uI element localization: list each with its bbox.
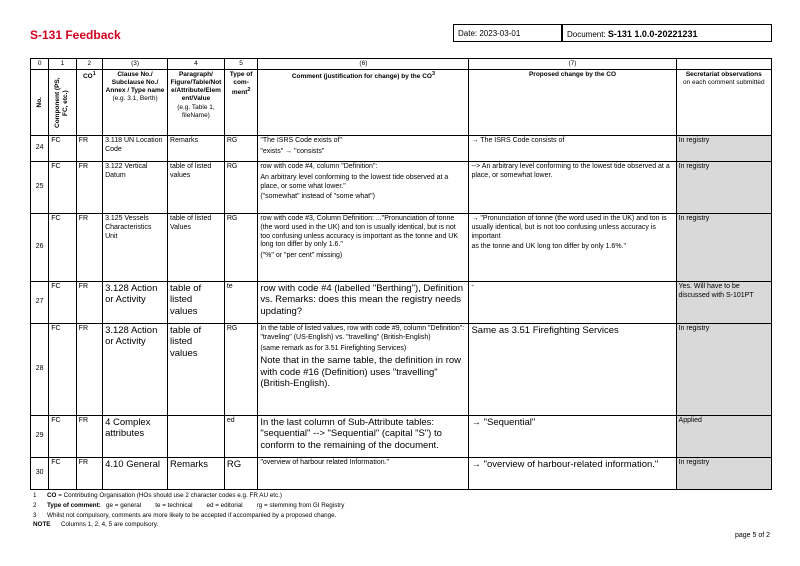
header-paragraph — [168, 70, 225, 136]
colnum — [676, 59, 771, 70]
page-number: page 5 of 2 — [734, 532, 770, 539]
row-component: FC — [49, 416, 76, 458]
footnote-number: 1 — [33, 492, 37, 499]
date-box — [453, 24, 562, 42]
row-proposed: → "overview of harbour-related information." — [469, 458, 676, 490]
header-no — [31, 70, 49, 136]
header-comment — [258, 70, 469, 136]
footnote-text: ge = general te = technical ed = editorial rg = stemming from GI Registry — [100, 502, 345, 509]
footnote-number: NOTE — [33, 521, 51, 528]
header-proposed-text: Proposed change by the CO — [528, 71, 617, 78]
row-secretariat: In registry — [676, 324, 771, 416]
header-row — [31, 70, 772, 136]
table-row — [31, 214, 772, 282]
comment-line: "overview of harbour related Information." — [260, 459, 390, 466]
row-co: FR — [76, 458, 102, 490]
row-no: 30 — [31, 458, 49, 490]
row-co: FR — [76, 282, 102, 324]
document-label: Document: — [567, 30, 608, 39]
footnote-1 — [33, 492, 282, 499]
header-paragraph-sub: (e.g. Table 1, fileName) — [177, 103, 215, 119]
footnote-label: CO — [47, 492, 57, 499]
comment-line: ("%" or "per cent" missing) — [260, 252, 343, 259]
header-component — [49, 70, 76, 136]
table-row — [31, 162, 772, 214]
date-text: Date: 2023-03-01 — [458, 29, 521, 38]
document-value: S-131 1.0.0-20221231 — [607, 29, 698, 39]
comment-line: row with code #4 (labelled "Berthing"), Definition vs. Remarks: does this mean the registry needs updating? — [260, 283, 463, 317]
row-comment — [258, 162, 469, 214]
colnum: 2 — [76, 59, 102, 70]
footnote-text: Whilst not compulsory, comments are more likely to be accepted if accompanied by a proposed change. — [47, 512, 337, 519]
row-comment — [258, 416, 469, 458]
proposed-line: as the tonne and UK long ton differ by only 1.6%." — [471, 243, 626, 251]
colnum: 5 — [224, 59, 257, 70]
footnote-2 — [33, 502, 344, 509]
header-clause — [103, 70, 168, 136]
row-proposed: --> An arbitrary level conforming to the lowest tide observed at a place, or somewhat lower. — [469, 162, 676, 214]
row-secretariat: Yes. Will have to be discussed with S-101PT — [676, 282, 771, 324]
table-row — [31, 416, 772, 458]
row-clause: 3.118 UN Location Code — [103, 136, 168, 162]
table-row — [31, 282, 772, 324]
row-secretariat: In registry — [676, 214, 771, 282]
colnum: (7) — [469, 59, 676, 70]
column-number-row — [31, 59, 772, 70]
row-no: 25 — [31, 162, 49, 214]
row-comment — [258, 136, 469, 162]
footnote-label: Type of comment: — [47, 502, 101, 509]
footnote-note — [33, 521, 158, 528]
row-comment — [258, 214, 469, 282]
comment-line: "The ISRS Code exists of" — [260, 137, 342, 144]
comment-line: An arbitrary level conforming to the lowest tide observed at a place, or some what lower." — [260, 173, 449, 190]
row-proposed — [469, 214, 676, 282]
row-comment — [258, 282, 469, 324]
header-comment-text: Comment (justification for change) by the CO — [291, 73, 432, 81]
footnote-number: 2 — [33, 502, 37, 509]
footnote-text: = Contributing Organisation (HOs should use 2 character codes e.g. FR AU etc.) — [56, 492, 283, 499]
row-no: 24 — [31, 136, 49, 162]
row-no: 28 — [31, 324, 49, 416]
colnum: 4 — [168, 59, 225, 70]
row-paragraph: Remarks — [168, 458, 225, 490]
comment-line: ("somewhat" instead of "some what") — [260, 193, 375, 201]
header-paragraph-text: Paragraph/ Figure/Table/Note/Attribute/Element/Value — [170, 71, 222, 103]
table-row — [31, 136, 772, 162]
row-clause: 3.125 Vessels Characteristics Unit — [103, 214, 168, 282]
comments-table — [30, 58, 772, 490]
header-secretariat-sub: on each comment submitted — [682, 79, 765, 87]
comment-line: "exists" → "consists" — [260, 147, 325, 155]
table-row — [31, 458, 772, 490]
row-paragraph: table of listed values — [168, 162, 225, 214]
header-co — [76, 70, 102, 136]
row-type: te — [224, 282, 257, 324]
row-paragraph: table of listed Values — [168, 214, 225, 282]
row-secretariat: In registry — [676, 162, 771, 214]
row-clause: 4.10 General — [103, 458, 168, 490]
row-clause: 4 Complex attributes — [103, 416, 168, 458]
row-clause: 3.128 Action or Activity — [103, 282, 168, 324]
row-co: FR — [76, 416, 102, 458]
header-clause-sub: (e.g. 3.1, Berth) — [112, 95, 158, 103]
row-co: FR — [76, 214, 102, 282]
colnum: (6) — [258, 59, 469, 70]
header-type-sup: 2 — [247, 87, 251, 94]
comment-line: In the last column of Sub-Attribute tables: "sequential" --> "Sequential" (capital "S") to conform to the remaining of the document. — [260, 417, 442, 451]
footnote-number: 3 — [33, 512, 37, 519]
row-type: RG — [224, 324, 257, 416]
row-component: FC — [49, 458, 76, 490]
colnum: 0 — [31, 59, 49, 70]
row-paragraph — [168, 416, 225, 458]
row-comment — [258, 324, 469, 416]
table-row — [31, 324, 772, 416]
row-secretariat: Applied — [676, 416, 771, 458]
row-component: FC — [49, 136, 76, 162]
header-type — [224, 70, 257, 136]
comment-line: row with code #3, Column Definition: ..."Pronunciation of tonne (the word used in the UK) and ton is usually identical, but is not too confusing unless accuracy is important as the tonne and UK long ton differ by only 1.6." — [260, 215, 459, 249]
row-component: FC — [49, 324, 76, 416]
row-co: FR — [76, 162, 102, 214]
row-type: RG — [224, 136, 257, 162]
row-proposed: → "Sequential" — [469, 416, 676, 458]
row-type: RG — [224, 162, 257, 214]
row-co: FR — [76, 324, 102, 416]
header-co-text: CO — [82, 73, 93, 81]
row-type: ed — [224, 416, 257, 458]
row-comment — [258, 458, 469, 490]
header-secretariat-text: Secretariat observations — [685, 71, 762, 78]
row-secretariat: In registry — [676, 136, 771, 162]
row-no: 29 — [31, 416, 49, 458]
comment-line: (same remark as for 3.51 Firefighting Services) — [260, 344, 407, 352]
header-type-text: Type of com-ment — [229, 71, 253, 97]
row-clause: 3.128 Action or Activity — [103, 324, 168, 416]
page-title: S-131 Feedback — [30, 28, 121, 42]
row-proposed: - — [469, 282, 676, 324]
row-no: 27 — [31, 282, 49, 324]
row-type: RG — [224, 458, 257, 490]
colnum: 1 — [49, 59, 76, 70]
row-component: FC — [49, 282, 76, 324]
header-no-text: No. — [35, 97, 43, 108]
comment-line: Note that in the same table, the definition in row with code #16 (Definition) uses "travelling" (British-English). — [260, 355, 462, 390]
row-component: FC — [49, 162, 76, 214]
row-clause: 3.122 Vertical Datum — [103, 162, 168, 214]
row-no: 26 — [31, 214, 49, 282]
row-type: RG — [224, 214, 257, 282]
row-paragraph: Remarks — [168, 136, 225, 162]
row-paragraph: table of listed values — [168, 324, 225, 416]
footnote-text: Columns 1, 2, 4, 5 are compulsory. — [61, 521, 159, 528]
row-component: FC — [49, 214, 76, 282]
proposed-line: → "Pronunciation of tonne (the word used in the UK) and ton is usually identical, but is not too confusing unless accuracy is important — [471, 215, 667, 240]
row-paragraph: table of listed values — [168, 282, 225, 324]
row-proposed: → The ISRS Code consists of — [469, 136, 676, 162]
header-component-text: Component (PS, FC, etc.) — [54, 77, 70, 128]
header-comment-sup: 3 — [431, 71, 435, 77]
comment-line: In the table of listed values, row with code #9, column "Definition": "traveling" (US-English) vs. "travelling" (British-English) — [260, 325, 465, 341]
document-box — [562, 24, 772, 42]
footnote-3 — [33, 512, 336, 519]
colnum: (3) — [103, 59, 168, 70]
row-secretariat: In registry — [676, 458, 771, 490]
header-co-sup: 1 — [92, 71, 96, 77]
row-co: FR — [76, 136, 102, 162]
comment-line: row with code #4, column "Definition": — [260, 163, 378, 170]
row-proposed: Same as 3.51 Firefighting Services — [469, 324, 676, 416]
header-secretariat — [676, 70, 771, 136]
header-clause-text: Clause No./ Subclause No./ Annex / Type name — [105, 71, 165, 95]
header-proposed — [469, 70, 676, 136]
